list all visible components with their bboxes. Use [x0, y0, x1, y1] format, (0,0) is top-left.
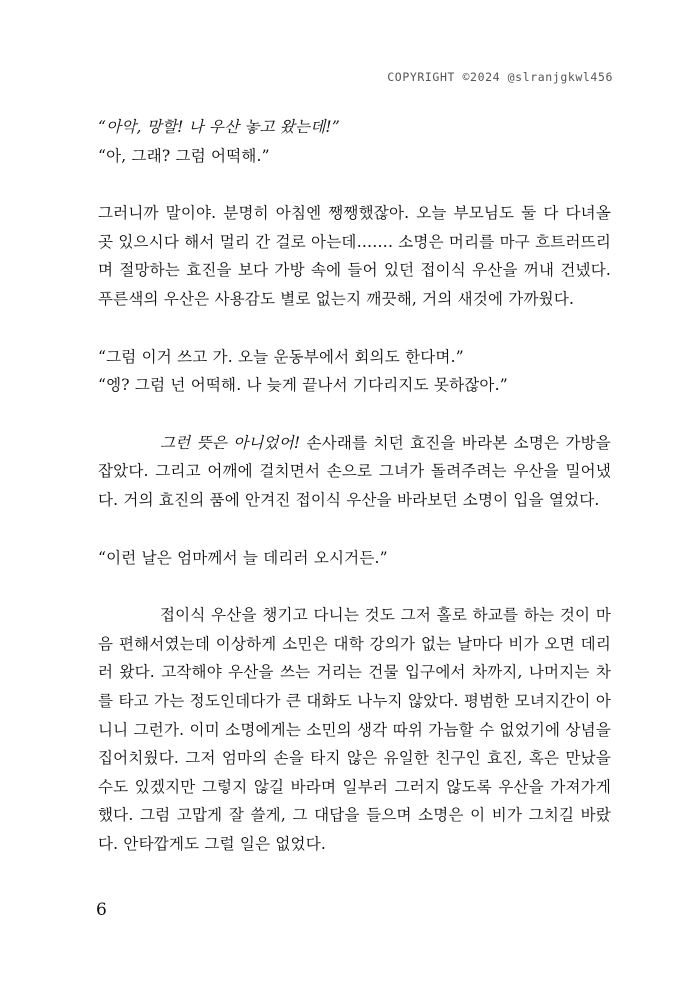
page-number: 6	[96, 900, 107, 920]
page-body	[98, 113, 611, 858]
paragraph	[98, 429, 611, 515]
paragraph: 접이식 우산을 챙기고 다니는 것도 그저 홀로 하교를 하는 것이 마음 편해서였는데 이상하게 소민은 대학 강의가 없는 날마다 비가 오면 데리러 왔다. 고작해야 우산을 쓰는 거리는 건물 입구에서 차까지, 나머지는 차를 타고 가는 정도인데다가 큰 대화도 나누지 않았다. 평범한 모녀지간이 아니니 그런가. 이미 소명에게는 소민의 생각 따위 가늠할 수 없었기에 상념을 집어치웠다. 그저 엄마의 손을 타지 않은 유일한 친구인 효진, 혹은 만났을 수도 있겠지만 그렇지 않길 바라며 일부러 그러지 않도록 우산을 가져가게 했다. 그럼 고맙게 잘 쓸게, 그 대답을 들으며 소명은 이 비가 그치길 바랐다. 안타깝게도 그럴 일은 없었다.	[98, 606, 611, 853]
paragraph-gap	[98, 572, 611, 601]
dialogue-line: “이런 날은 엄마께서 늘 데리러 오시거든.”	[98, 548, 388, 567]
dialogue-line: “아, 그래? 그럼 어떡해.”	[98, 146, 270, 165]
dialogue-line: “아악, 망할! 나 우산 놓고 왔는데!”	[98, 118, 340, 136]
paragraph-gap	[98, 515, 611, 544]
copyright-notice: COPYRIGHT ©2024 @slranjgkwl456	[387, 70, 613, 84]
dialogue-line: “엥? 그럼 넌 어떡해. 나 늦게 끝나서 기다리지도 못하잖아.”	[98, 376, 508, 395]
paragraph-gap	[98, 314, 611, 343]
paragraph-gap	[98, 400, 611, 429]
paragraph-gap	[98, 170, 611, 199]
paragraph: 그러니까 말이야. 분명히 아침엔 쨍쨍했잖아. 오늘 부모님도 둘 다 다녀올 곳 있으시다 해서 멀리 간 걸로 아는데……. 소명은 머리를 마구 흐트러뜨리며 절망하는 효진을 보다 가방 속에 들어 있던 접이식 우산을 꺼내 건넸다. 푸른색의 우산은 사용감도 별로 없는지 깨끗해, 거의 새것에 가까웠다.	[98, 204, 611, 308]
dialogue-line: “그럼 이거 쓰고 가. 오늘 운동부에서 회의도 한다며.”	[98, 347, 464, 366]
paragraph-text: 손사래를 치던 효진을 바라본 소명은 가방을 잡았다. 그리고 어깨에 걸치면서 손으로 그녀가 돌려주려는 우산을 밀어냈다. 거의 효진의 품에 안겨진 접이식 우산을 바라보던 소명이 입을 열었다.	[98, 433, 611, 509]
italic-thought: 그런 뜻은 아니었어!	[160, 433, 301, 452]
